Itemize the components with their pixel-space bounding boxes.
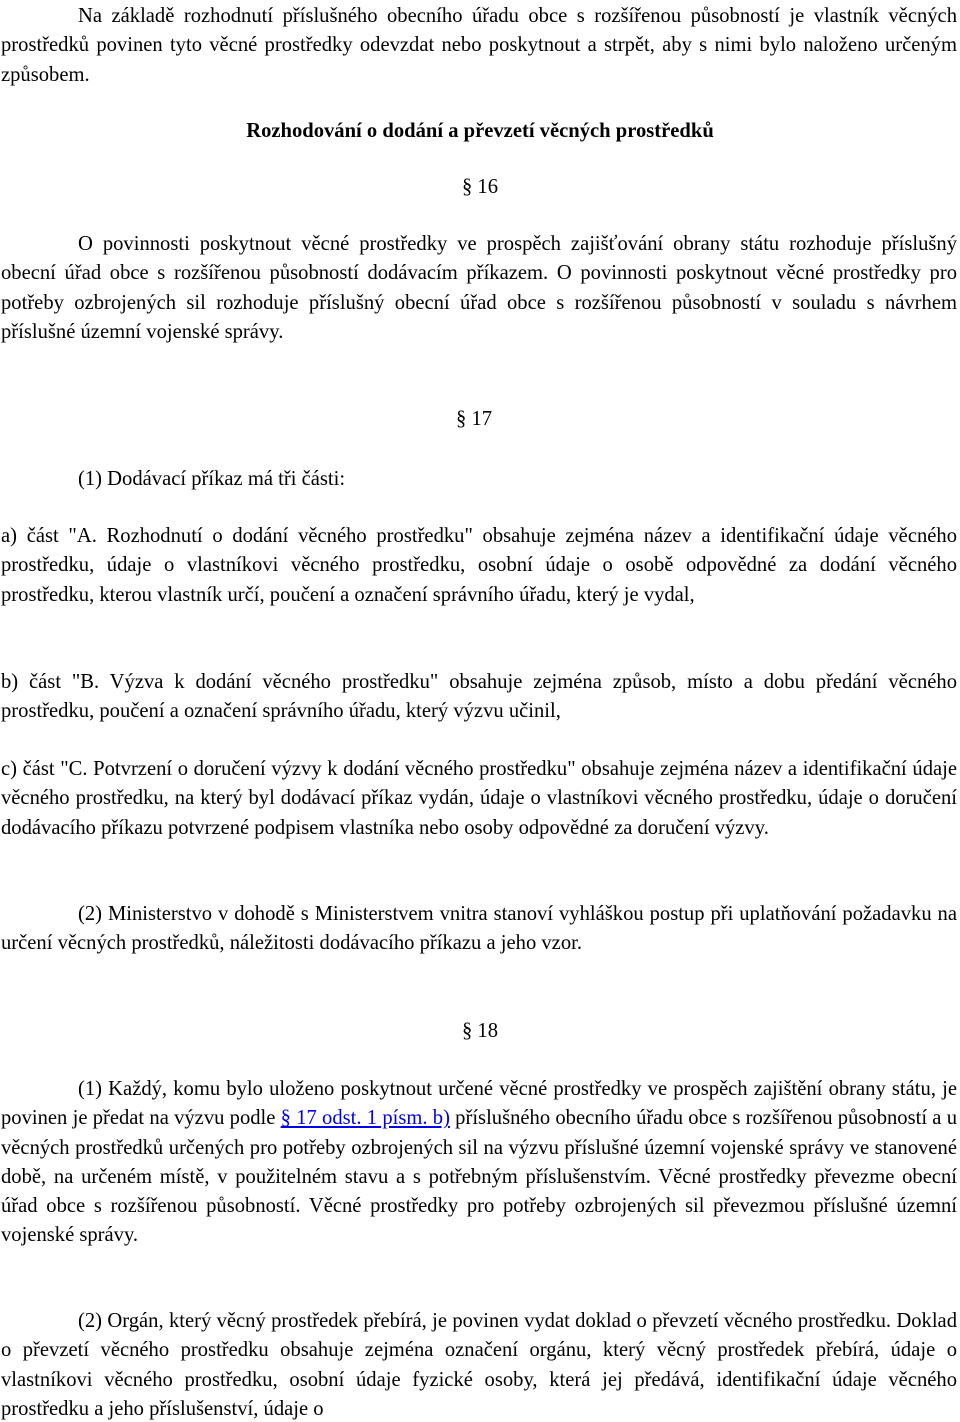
section-heading: Rozhodování o dodání a převzetí věcných prostředků xyxy=(246,120,714,142)
section-18-p1 xyxy=(1,1075,957,1251)
section-18-p2: (2) Orgán, který věcný prostředek přebírá, je povinen vydat doklad o převzetí věcného prostředku. Doklad o převzetí věcného prostředku obsahuje zejména označení orgánu, který věcný prostředek přebírá, údaje o vlastníkovi věcného prostředku, osobní údaje fyzické osoby, která jej předává, identifikační údaje věcného prostředku a jeho příslušenství, údaje o xyxy=(1,1310,957,1420)
section-17-mark: § 17 xyxy=(456,408,493,430)
section-17-item-b: b) část "B. Výzva k dodání věcného prostředku" obsahuje zejména způsob, místo a dobu předání věcného prostředku, poučení a označení správního úřadu, který výzvu učinil, xyxy=(1,671,957,723)
section-17-reference-link[interactable]: § 17 odst. 1 písm. b) xyxy=(280,1107,450,1130)
intro-paragraph: Na základě rozhodnutí příslušného obecního úřadu obce s rozšířenou působností je vlastník věcných prostředků povinen tyto věcné prostředky odevzdat nebo poskytnout a strpět, aby s nimi bylo naloženo určeným způsobem. xyxy=(1,5,957,86)
section-18-p1-text-after: příslušného obecního úřadu obce s rozšířenou působností a u věcných prostředků určených pro potřeby ozbrojených sil na výzvu příslušné územní vojenské správy ve stanovené době, na určeném místě, v použitelném stavu a s potřebným příslušenstvím. Věcné prostředky převezme obecní úřad obce s rozšířenou působností. Věcné prostředky pro potřeby ozbrojených sil převezmou příslušné územní vojenské správy. xyxy=(1,1107,957,1247)
section-16-paragraph: O povinnosti poskytnout věcné prostředky ve prospěch zajišťování obrany státu rozhoduje příslušný obecní úřad obce s rozšířenou působností dodávacím příkazem. O povinnosti poskytnout věcné prostředky pro potřeby ozbrojených sil rozhoduje příslušný obecní úřad obce s rozšířenou působností v souladu s návrhem příslušné územní vojenské správy. xyxy=(1,233,957,343)
section-17-p2: (2) Ministerstvo v dohodě s Ministerstvem vnitra stanoví vyhláškou postup při uplatňování požadavku na určení věcných prostředků, náležitosti dodávacího příkazu a jeho vzor. xyxy=(1,903,957,955)
section-17-item-c: c) část "C. Potvrzení o doručení výzvy k dodání věcného prostředku" obsahuje zejména název a identifikační údaje věcného prostředku, na který byl dodávací příkaz vydán, údaje o vlastníkovi věcného prostředku, údaje o doručení dodávacího příkazu potvrzené podpisem vlastníka nebo osoby odpovědné za doručení výzvy. xyxy=(1,758,957,839)
section-18-mark: § 18 xyxy=(461,1020,499,1042)
section-18-p1-text-before: (1) Každý, komu bylo uloženo poskytnout určené věcné prostředky ve prospěch zajištění obrany státu, je povinen je předat na výzvu podle xyxy=(1,1078,957,1130)
section-17-p1-intro: (1) Dodávací příkaz má tři části: xyxy=(78,468,346,490)
section-17-item-a: a) část "A. Rozhodnutí o dodání věcného prostředku" obsahuje zejména název a identifikační údaje věcného prostředku, údaje o vlastníkovi věcného prostředku, osobní údaje o osobě odpovědné za dodání věcného prostředku, kterou vlastník určí, poučení a označení správního úřadu, který je vydal, xyxy=(1,525,957,606)
section-16-mark: § 16 xyxy=(461,176,499,198)
